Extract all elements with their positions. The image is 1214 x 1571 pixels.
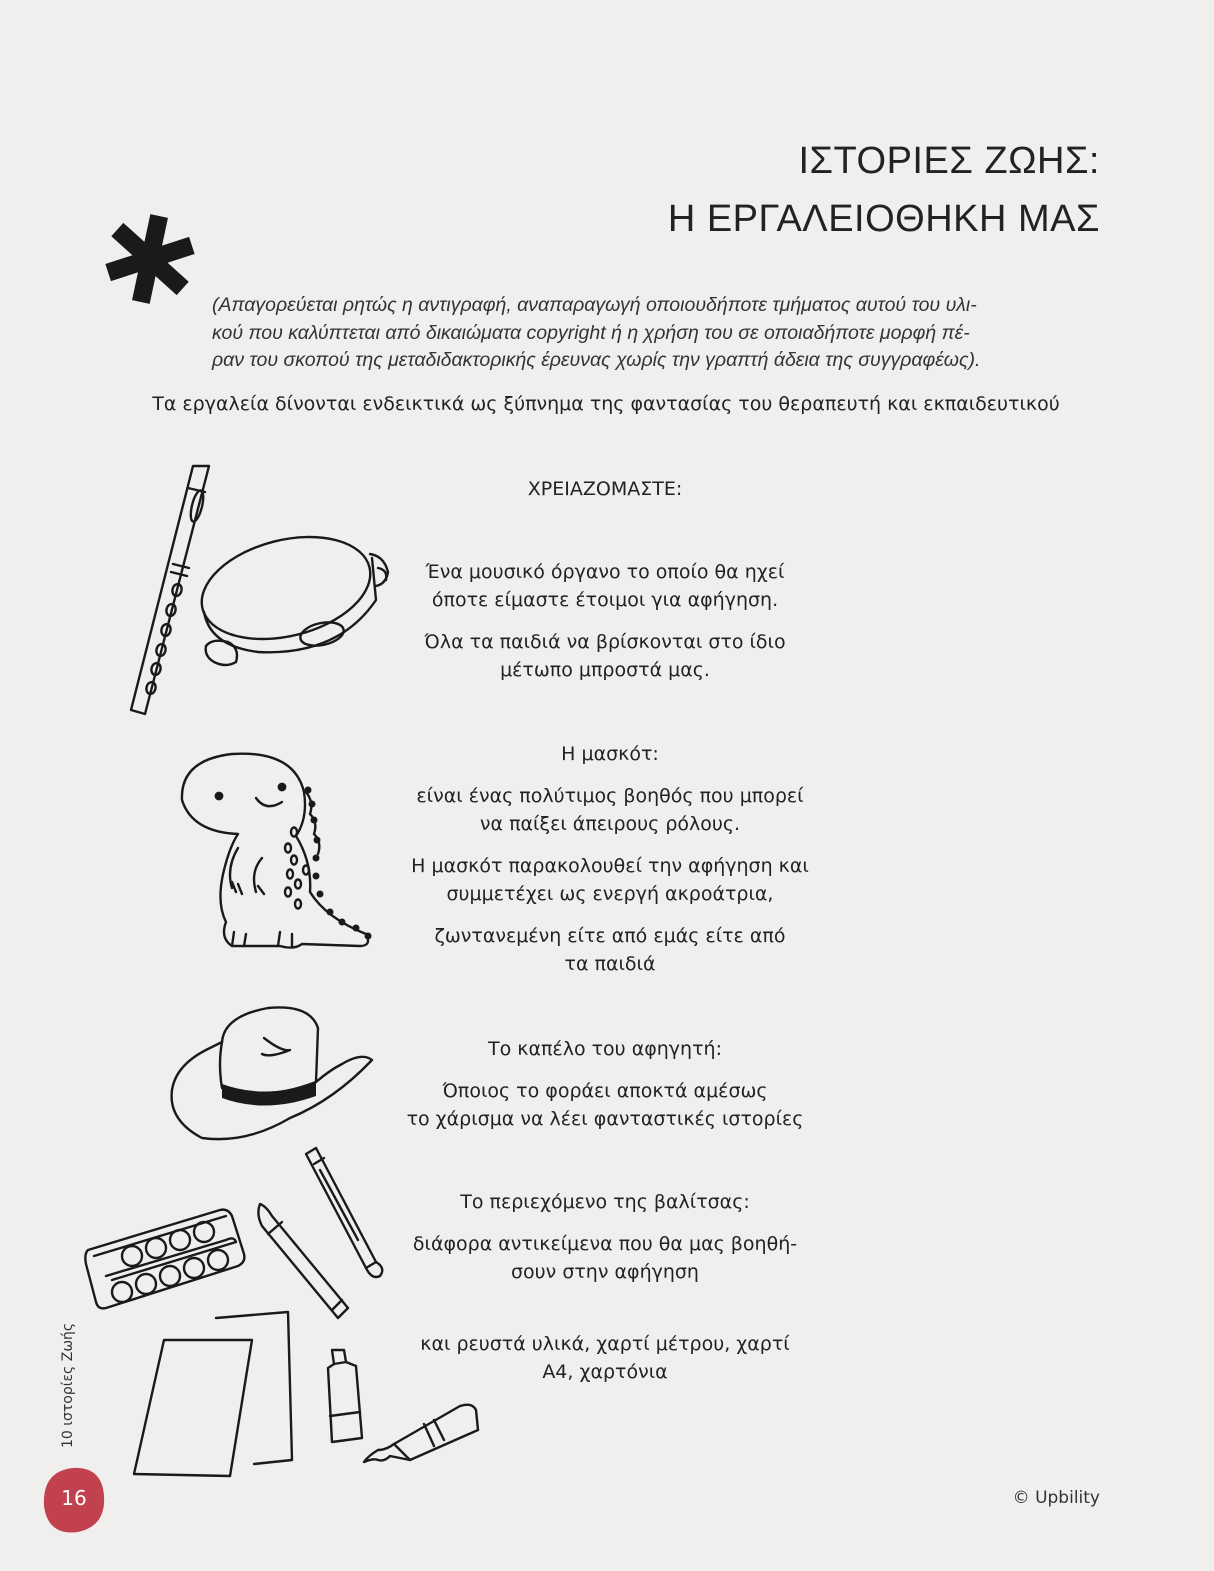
text-line: διάφορα αντικείμενα που θα μας βοηθή-: [412, 1233, 798, 1255]
page-title: [668, 132, 1100, 248]
text-line: A4, χαρτόνια: [542, 1361, 668, 1383]
title-line-2: Η ΕΡΓΑΛΕΙΟΘΗΚΗ ΜΑΣ: [667, 198, 1100, 240]
text-line: συμμετέχει ως ενεργή ακροάτρια,: [446, 883, 774, 905]
section-heading: Το καπέλο του αφηγητή:: [488, 1038, 722, 1060]
paper-sheets-icon: [130, 1310, 296, 1482]
disclaimer-line-2: κού που καλύπτεται από δικαιώματα copyright ή η χρήση του σε οποιαδήποτε μορφή πέ-: [212, 321, 970, 344]
text-line: είναι ένας πολύτιμος βοηθός που μπορεί: [416, 785, 804, 807]
text-line: Ένα μουσικό όργανο το οποίο θα ηχεί: [425, 561, 785, 583]
hat-icon: [166, 1002, 378, 1148]
text-line: το χάρισμα να λέει φανταστικές ιστορίες: [406, 1108, 804, 1130]
section-need: [375, 475, 835, 684]
text-line: και ρευστά υλικά, χαρτί μέτρου, χαρτί: [420, 1333, 790, 1355]
section-suitcase: [375, 1188, 835, 1386]
text-line: ζωντανεμένη είτε από εμάς είτε από: [434, 925, 786, 947]
text-line: Όποιος το φοράει αποκτά αμέσως: [442, 1080, 768, 1102]
text-line: όποτε είμαστε έτοιμοι για αφήγηση.: [431, 589, 779, 611]
title-line-1: ΙΣΤΟΡΙΕΣ ΖΩΗΣ:: [798, 140, 1100, 182]
text-line: να παίξει άπειρους ρόλους.: [479, 813, 741, 835]
copyright-disclaimer: [212, 292, 1012, 375]
section-heading: ΧΡΕΙΑΖΟΜΑΣΤΕ:: [527, 478, 683, 500]
section-hat: [375, 1035, 835, 1133]
disclaimer-line-3: ραν του σκοπού της μεταδιδακτορικής έρευνας χωρίς την γραπτή άδεια της συγγραφέως).: [212, 349, 981, 371]
text-line: Η μασκότ παρακολουθεί την αφήγηση και: [411, 855, 809, 877]
text-line: μέτωπο μπροστά μας.: [500, 659, 710, 681]
dinosaur-mascot-icon: [176, 752, 381, 957]
asterisk-icon: [100, 214, 200, 304]
watercolor-palette-icon: [86, 1206, 248, 1316]
copyright: © Upbility: [1012, 1488, 1100, 1508]
text-line: σουν στην αφήγηση: [511, 1261, 699, 1283]
book-title-vertical: [58, 1320, 84, 1450]
section-heading: Το περιεχόμενο της βαλίτσας:: [460, 1191, 750, 1213]
page-number: 16: [61, 1486, 87, 1510]
disclaimer-line-1: (Απαγορεύεται ρητώς η αντιγραφή, αναπαραγωγή οποιουδήποτε τμήματος αυτού του υλι-: [212, 294, 977, 316]
subtitle: Τα εργαλεία δίνονται ενδεικτικά ως ξύπνημα της φαντασίας του θεραπευτή και εκπαιδευτικού: [152, 393, 1060, 415]
text-line: τα παιδιά: [564, 953, 656, 975]
paint-tube-squeezed-icon: [360, 1400, 482, 1466]
section-heading: Η μασκότ:: [561, 743, 659, 765]
book-title-text: 10 ιστορίες Ζωής: [60, 1322, 76, 1448]
section-mascot: [380, 740, 840, 978]
text-line: Όλα τα παιδιά να βρίσκονται στο ίδιο: [424, 631, 786, 653]
